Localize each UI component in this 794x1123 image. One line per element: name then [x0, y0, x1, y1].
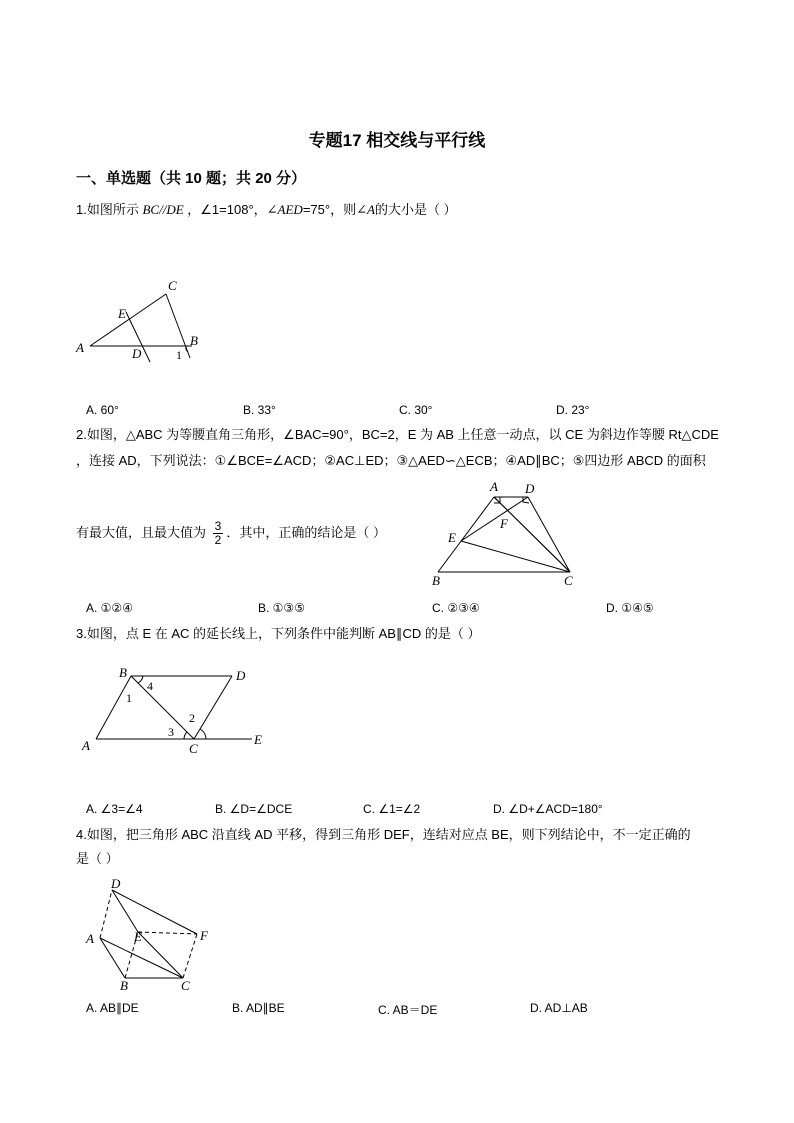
question-1-figure — [70, 272, 210, 368]
point-label: E — [134, 929, 142, 944]
point-label: D — [525, 481, 535, 496]
angle-label: 1 — [176, 348, 182, 362]
point-label: F — [200, 928, 208, 943]
point-label: C — [181, 978, 190, 993]
point-label: B — [120, 978, 128, 993]
option-b[interactable]: B. ①③⑤ — [258, 601, 305, 615]
question-number: 3. — [76, 626, 87, 641]
option-d[interactable]: D. AD⊥AB — [530, 1001, 588, 1015]
question-number: 2. — [76, 427, 87, 442]
option-d[interactable]: D. 23° — [556, 403, 590, 417]
point-label: B — [190, 333, 198, 348]
section-heading: 一、单选题（共 10 题；共 20 分） — [76, 170, 307, 187]
angle-label: 3 — [168, 725, 174, 739]
angle-label: 2 — [189, 711, 195, 725]
point-label: D — [111, 876, 121, 891]
point-label: E — [448, 530, 456, 545]
option-c[interactable]: C. ②③④ — [432, 601, 480, 615]
point-label: C — [168, 278, 177, 293]
point-label: F — [500, 516, 508, 531]
page-title: 专题17 相交线与平行线 — [308, 131, 486, 150]
option-d[interactable]: D. ①④⑤ — [606, 601, 654, 615]
question-2-line-3: 有最大值，且最大值为 $\frac{3}{2}$ ．其中，正确的结论是（ ） — [76, 519, 386, 547]
point-label: A — [82, 738, 90, 753]
question-2-line-1: 2.如图，△ABC 为等腰直角三角形，∠BAC=90°，BC=2，E 为 AB 上任意一动点，以 CE 为斜边作等腰 Rt△CDE — [76, 427, 719, 442]
point-label: D — [236, 668, 246, 683]
point-label: B — [432, 573, 440, 588]
question-4-line-1: 4.如图，把三角形 ABC 沿直线 AD 平移，得到三角形 DEF，连结对应点 BE，则下列结论中，不一定正确的 — [76, 827, 691, 842]
point-label: A — [490, 479, 498, 494]
question-number: 1. — [76, 202, 87, 217]
point-label: C — [189, 741, 198, 756]
option-c[interactable]: C. ∠1=∠2 — [363, 802, 421, 816]
point-label: C — [564, 573, 573, 588]
option-b[interactable]: B. ∠D=∠DCE — [215, 802, 293, 816]
point-label: B — [119, 665, 127, 680]
question-3-figure — [76, 662, 276, 758]
angle-label: 4 — [147, 679, 153, 693]
option-a[interactable]: A. ∠3=∠4 — [86, 802, 143, 816]
question-1-stem: 1.如图所示 BC//DE ，∠1=108°，∠AED=75°，则∠A的大小是（ ） — [76, 202, 457, 217]
question-4-line-2: 是（ ） — [76, 851, 119, 866]
point-label: E — [118, 306, 126, 321]
point-label: D — [132, 346, 142, 361]
question-number: 4. — [76, 827, 87, 842]
question-3-stem: 3.如图，点 E 在 AC 的延长线上，下列条件中能判断 AB∥CD 的是（ ） — [76, 626, 481, 641]
point-label: E — [254, 732, 262, 747]
point-label: A — [76, 340, 84, 355]
point-label: A — [86, 931, 94, 946]
question-2-figure — [426, 478, 586, 588]
option-a[interactable]: A. 60° — [86, 403, 119, 417]
option-a[interactable]: A. AB∥DE — [86, 1001, 139, 1015]
angle-label: 1 — [126, 691, 132, 705]
question-2-line-2: ，连接 AD，下列说法：①∠BCE=∠ACD；②AC⊥ED；③△AED∽△ECB；④AD∥BC；⑤四边形 ABCD 的面积 — [76, 453, 706, 468]
fraction: $\frac{3}{2}$ — [214, 519, 222, 547]
option-b[interactable]: B. 33° — [243, 403, 276, 417]
question-4-figure — [80, 874, 220, 994]
option-c[interactable]: C. 30° — [399, 403, 433, 417]
option-d[interactable]: D. ∠D+∠ACD=180° — [493, 802, 603, 816]
option-b[interactable]: B. AD∥BE — [232, 1001, 285, 1015]
option-a[interactable]: A. ①②④ — [86, 601, 133, 615]
option-c[interactable]: C. AB＝DE — [378, 1003, 438, 1017]
